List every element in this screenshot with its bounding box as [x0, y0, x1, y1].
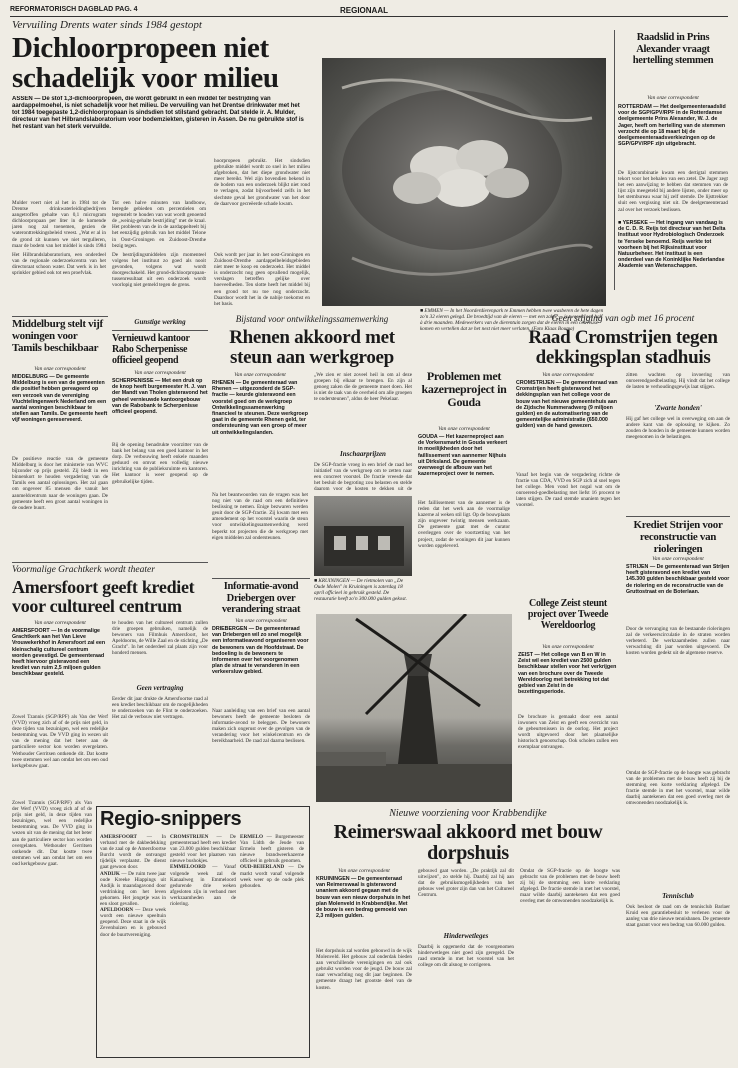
- water-kicker: Vervuiling Drents water sinds 1984 gestopt: [12, 19, 202, 31]
- regio-text: — De gemeenteraad heeft een krediet van 23.000 gulden beschikbaar gesteld voor het plaatsen van nieuwe bushokjes.: [170, 834, 236, 865]
- reimerswaal-lead: KRUININGEN — De gemeenteraad van Reimerswaal is gisteravond unaniem akkoord gegaan met de bouw van een nieuw dorpshuis in het plan Molenveld in Krabbendijke. Met de bouw is een bedrag gemoeid van 2,3 miljoen gulden.: [316, 876, 411, 920]
- water-body-6: Ook wordt per jaar in het oost-Groningen en Zuidoost-Drenthe aardappelbeleidsgebieden niet meer te koop en onderzoekt. Het middel is onderzocht nog geen opvallend mogelijk, verslagen betreffen gelijke over hoeveelheden. Ten slotte heeft het middel bij een grond tot nu toe nog onderzocht. Daardoor wordt het in de nabije toekomst en het basis.: [214, 252, 310, 307]
- page-header: [10, 4, 728, 16]
- amersfoort-headline: Amersfoort geeft krediet voor cultureel centrum: [12, 577, 195, 616]
- water-body-2: Het Hilbrandslaboratorium, een onderdeel van de regionale onderzoekcentra van het directoraat schoon water. Dat werk is in het sprinkler gebied ook tot een proefvlak.: [12, 252, 106, 277]
- middelburg-headline: Middelburg stelt vijf woningen voor Tamils beschikbaar: [12, 318, 103, 354]
- kazerne-body: Het faillissement van de aannemer is de reden dat het werk aan de voormalige kazerne al weken stil ligt. Op de bouwplaats zijn ongeveer twintig mensen werkzaam. De gemeente gaat met de curator overleggen over de voortzetting van het project, zodat de woningen dit jaar kunnen worden opgeleverd.: [418, 500, 510, 549]
- amersfoort-continuation: Zowel Tzannis (SGP/RPF) als Van der Werf (VVD) vroeg zich af of de prijs niet geld, in deze tijden van bezuinigen, wel een redelijke bestemming was. De VVD ging in wezen uit van de mening dat het beter aan de particuliere sector kon worden overgelaten. Wethouder Gerritsen ontkende dit. Dat kostte twee stemmen wel aan omdat het om een oud kerkgebouw gaat.: [12, 800, 92, 867]
- regio-text: — De markt wordt vanaf volgende week weer op de oude plek gehouden.: [240, 864, 304, 889]
- driebergen-lead: DRIEBERGEN — De gemeenteraad van Driebergen wil zo snel mogelijk een informatieavond organiseren voor de bewoners van de Hoofdstraat. De bedoeling is de bewoners te informeren over het voorgenomen plan de straat te veranderen in een verkeersluw gebied.: [212, 626, 309, 676]
- zeist-headline: College Zeist steunt project over Tweede Wereldoorlog: [527, 598, 609, 631]
- tennis-sub: Tennisclub: [662, 892, 694, 900]
- cromstrijen-lead: CROMSTRIJEN — De gemeenteraad van Cromstrijen heeft gisteravond het dekkingsplan van het college voor de bouw van het nieuwe gemeentehuis aan de Zijdsche Nummeradwerg (9 miljoen gulden) en de automatisering van de gemeentelijke administratie (650.000 gulden) van de hand gewezen.: [516, 380, 618, 430]
- raadslid-headline: Raadslid in Prins Alexander vraagt hertelling stemmen: [632, 32, 714, 66]
- raadslid-lead: ROTTERDAM — Het deelgemeenteraadslid voor de SGP/GPV/RPF in de Rotterdamse deelgemeente Prins Alexander, W. J. de Jager, heeft om hertelling van de stemmen verzocht die op 18 maart bij de deelgemeenteraadsverkiezingen op de SGP/GPV/RPF zijn uitgebracht.: [618, 104, 726, 148]
- zeist-lead: ZEIST — Het college van B en W in Zeist wil een krediet van 2500 gulden beschikbaar stellen voor het verkrijgen van een brochure over de Tweede Wereldoorlog met betrekking tot dat gebied van Zeist in de bezettingsperiode.: [518, 652, 617, 696]
- header-rule: [10, 16, 728, 17]
- dorpshuis-right-text: Omdat de SGP-fractie op de hoogte was gebracht van de problemen met de bouw heeft zij bij de stemming een korte verklaring afgelegd. De fractie stemde in met het voorstel, maar wilde daarbij aantekenen dat een goed overleg met de omwonenden noodzakelijk is.: [626, 770, 730, 807]
- rabo-headline: Vernieuwd kantoor Rabo Scherpenisse officieel geopend: [112, 333, 190, 366]
- cromstrijen-byline: Van onze correspondent: [542, 372, 594, 378]
- reimerswaal-col2b: Daarbij is opgemerkt dat de voorgenomen hinderwetleges niet goed zijn geregeld. De raad stemde in met het voorstel van het college om dit alsnog te corrigeren.: [418, 944, 514, 969]
- eggs-photo-image: [322, 58, 606, 306]
- cromstrijen-kicker: Geen stijging van ogb met 16 procent: [551, 314, 695, 324]
- cromstrijen-body: Vanaf het begin van de vergadering richtte de fractie van CDA, VVD en SGP zich al snel tegen het college. Men vond het nogal wat om de onroerend-goedbelasting met liefst 16 procent te laten stijgen. De raad stemde unaniem tegen het voorstel.: [516, 472, 620, 509]
- divider: [12, 316, 108, 317]
- reimerswaal-col2: gebouwd gaat worden. „De praktijk zal dit uitwijzen", zo stelde hij. Daarbij zal hij aan dat de gebruiksmogelijkheden van het gebouw veel groter zijn dan van het Cultureel Centrum.: [418, 868, 514, 899]
- raadslid-body: De lijstcombinatie kwam een dertigtal stemmen tekort voor het behalen van een zetel. De Jager zegt het een aanwijzing te hebben dat stemmen van de lijst zijn meegeteld bij andere lijsten, onder meer op het stembureau waar hij zelf stemde. De lijsttrekker sluit een vergissing niet uit. De deelgemeenteraad zal over het verzoek beslissen.: [618, 170, 728, 213]
- eggs-photo: [322, 58, 606, 306]
- section-name: REGIONAAL: [340, 6, 388, 15]
- middelburg-lead: MIDDELBURG — De gemeente Middelburg is een van de gemeenten die positief hebben gereageerd op een verzoek van de vereniging Vluchtelingenwerk Nederland om een aantal woningen beschikbaar te stellen aan Tamils. De gemeente heeft vijf woningen gereserveerd.: [12, 374, 108, 424]
- driebergen-headline: Informatie-avond Driebergen over verandering straat: [221, 581, 301, 615]
- regio-place: AMERSFOORT: [100, 834, 137, 840]
- water-lead: ASSEN — De stof 1,3-dichloorpropeen, die wordt gebruikt in een middel ter bestrijding van aardappelmoehel, is niet schadelijk voor het milieu. De vervuiling van het Drentse drinkwater met het tot 1984 toegepaste 1,2-dichloorpropaan is sindsdien tot stilstand gebracht. Dat stelde ir. A. Mulder, directeur van het Hilbrandslaboratorium voor bodemziekten, gisteren in Assen. De nu gebruikte stof is het restant van het sterk vervuilde.: [12, 96, 304, 130]
- strijen-body: Door de vervanging van de bestaande rioleringen zal de verkeerscirculatie in de straten worden verbeterd. De werkzaamheden zullen naar verwachting dit jaar worden uitgevoerd. De kosten worden gedekt uit de algemene reserve.: [626, 626, 730, 657]
- rhenen-lead: RHENEN — De gemeenteraad van Rhenen — uitgezonderd de SGP-fractie — keurde gisteravond een voorstel goed om de werkgroep Ontwikkelingssamenwerking financieel te steunen. Deze werkgroep gaat in de gemeente Rhenen geld, ter ondersteuning van een groep of meer uit ontwikkelingslanden.: [212, 380, 308, 436]
- middelburg-byline: Van onze correspondent: [34, 366, 86, 372]
- rhenen-kicker: Bijstand voor ontwikkelingssamenwerking: [235, 314, 389, 324]
- paper-name: REFORMATORISCH DAGBLAD PAG. 4: [10, 6, 138, 13]
- regio-place: OUD-BEIERLAND: [240, 864, 285, 871]
- reimerswaal-byline: Van onze correspondent: [338, 868, 390, 874]
- raadslid-byline: Van onze correspondent: [647, 95, 699, 101]
- regio-text: — Burgemeester Van Lidth de Jeude van Ermelo heeft gisteren de nieuwe brandweerkazerne officieel in gebruik genomen.: [240, 834, 304, 865]
- cromstrijen-headline: Raad Cromstrijen tegen dekkingsplan stadhuis: [528, 327, 718, 368]
- regio-column: [240, 834, 304, 1052]
- amersfoort-col2: te houden van het cultureel centrum zullen drie groepen gebruiken, namelijk de bewoners van Filmhuis Amersfoort, het Apeldoorns, de Wille Zaal en de stichting „De Gracht". In het onderdeel zal plaats zijn voor honderd mensen.: [112, 620, 208, 657]
- divider: [12, 562, 208, 563]
- zeist-body: De brochure is gemaakt door een aantal inwoners van Zeist en geeft een overzicht van de gebeurtenissen in de oorlog. Het project wordt uitgevoerd door het plaatselijke historisch genootschap. Ook scholen zullen een exemplaar ontvangen.: [518, 714, 618, 751]
- rabo-byline: Van onze correspondent: [134, 370, 186, 376]
- water-headline: Dichloorpropeen niet schadelijk voor milieu: [12, 32, 279, 94]
- regio-place: EMMELOORD: [170, 864, 206, 871]
- amersfoort-col2b: Eerder dit jaar drukte de Amersfoortse raad al een krediet beschikbaar om de mogelijkheden te onderzoeken van de Flint te onderzoeken. Het zal de verbouw niet vertragen.: [112, 696, 208, 721]
- water-body-5: hoorpropeen gebruikt. Het sindsdien gebruikte middel wordt zo snel in het milieu afgebroken, dat het diepe grondwater niet meer bereikt. Wel zijn bovendien bekend in de bodem van een onderzoek blijkt niet rond te verlagen, zodat bijvoorbeeld zelfs in het slechtste geval het grondwater van het door de daarvoor gecreëerde schade kwam.: [214, 158, 310, 207]
- regio-column: [170, 834, 236, 1052]
- regio-place: ERMELO: [240, 834, 264, 840]
- rhenen-byline: Van onze correspondent: [234, 372, 286, 378]
- reimerswaal-sub: Hinderwetleges: [443, 932, 489, 940]
- rhenen-sub: Inschaarprijzen: [340, 450, 386, 458]
- regio-place: APELDOORN: [100, 907, 134, 914]
- windmill-image: [316, 614, 512, 802]
- reimerswaal-col3: Omdat de SGP-fractie op de hoogte was gebracht van de problemen met de bouw heeft zij bij de stemming een korte verklaring afgelegd. De fractie stemde in met het voorstel, maar wilde daarbij aantekenen dat een goed overleg met de omwonenden noodzakelijk is.: [520, 868, 620, 905]
- rhenen-headline: Rhenen akkoord met steun aan werkgroep: [229, 327, 395, 368]
- water-body-3: Tot een halve minuten van landbouw, beregde gebieden om percentielen om tegenstelt te houden van wat wordt genoemd de „weinig-gehalte bestrijding" met de kraal. Het probleem van de in de aardappelteelt bij het eenzijdig gebruik van het middel Telone in Oost-Groningen en Zuidoost-Drenthe bezig tegen.: [112, 200, 206, 249]
- divider: [212, 578, 310, 579]
- regio-text: — In verband met de dakbedekking van de zaal op de Amersfoortse Burcht wordt de ontvangst tijdelijk verplaatst. De dienst gaat gewoon door.: [100, 834, 166, 871]
- rhenen-col2b: De SGP-fractie vroeg in een brief de raad het initiatief van de werkgroep om te zetten naar een concreet voorstel. De fractie vreesde dat het besluit de begroting zou belasten en stelde daarom voor de kosten te dekken uit de: [314, 462, 412, 492]
- zeist-byline: Van onze correspondent: [542, 644, 594, 650]
- amersfoort-lead: AMERSFOORT — In de voormalige Grachtkerk aan het Van Lieve Vrouwekerkhof in Amersfoort zal een kleinschalig cultureel centrum worden gevestigd. De gemeenteraad heeft hiervoor gisteravond een krediet van ruim 2,5 miljoen gulden beschikbaar gesteld.: [12, 628, 106, 678]
- reimerswaal-kicker: Nieuwe voorziening voor Krabbendijke: [389, 808, 547, 819]
- regio-snippers-title: Regio-snippers: [100, 808, 242, 830]
- amersfoort-sub: Geen vertraging: [136, 684, 184, 692]
- tennis-body: Ook besloot de raad om de tennisclub Barlaer Kruid een garantiebesluit te verlenen voor de aanleg van drie nieuwe tennisbanen. De gemeente staat garant voor een bedrag van 60.000 gulden.: [626, 904, 730, 929]
- regio-text: — Deze week wordt een nieuwe speeltuin geopend. Deze staat in de wijk Zevenhuizen en is gebouwd door de buurtvereniging.: [100, 907, 166, 938]
- reimerswaal-body: Het dorpshuis zal worden gebouwd in de wijk Molenveld. Het gebouw zal onderdak bieden aan verschillende verenigingen en zal ook gebruikt worden voor de jeugd. De bouw zal naar verwachting nog dit jaar beginnen. De gemeente draagt het grootste deel van de kosten.: [316, 948, 412, 991]
- regio-snippers-list: [100, 834, 304, 1052]
- kazerne-headline: Problemen met kazerneproject in Gouda: [421, 369, 507, 409]
- driebergen-body: Naar aanleiding van een brief van een aantal bewoners heeft de gemeente besloten de informatie-avond te beleggen. De bewoners maken zich ongerust over de gevolgen van de verandering voor het winkelcentrum en de bereikbaarheid. De raad zal daarna beslissen.: [212, 708, 310, 745]
- regio-place: ANDIJK: [100, 870, 120, 877]
- kazerne-byline: Van onze correspondent: [438, 426, 490, 432]
- divider: [626, 516, 730, 517]
- strijen-lead: STRIJEN — De gemeenteraad van Strijen heeft gisteravond een krediet van 145.300 gulden beschikbaar gesteld voor de riolering en de reconstructie van de Gruttostraat en de Boterlaan.: [626, 564, 730, 595]
- rietmolen-photo: [314, 496, 412, 576]
- amersfoort-byline: Van onze correspondent: [34, 620, 86, 626]
- rhenen-col2: „We zien er niet zoveel heil in om al deze groepen bij elkaar te brengen. En zijn al genoeg zaken die de gemeente moet doen. Het is niet de taak van de overheid om alle groepen te ondersteunen", aldus de heer Pekelaar.: [314, 372, 412, 403]
- column-divider: [614, 30, 615, 290]
- rabo-body: Bij de opening benadrukte voorzitter van de bank het belang van een goed kantoor in het dorp. De verbouwing heeft enkele maanden geduurd en omvat een volledig nieuwe inrichting van de publieksruimte en kantoren. Het kantoor is weer geopend op de gebruikelijke tijden.: [112, 442, 208, 485]
- water-body-1: Mulder voert niet al het in 1984 tot de Drentse drinkwaterleidingbedrijven aangetroffen gehalte van 0,1 microgram dichloorpropaan per liter in de komende jaren nog zal toenemen, gezien de wateronttrekkingsbeleid vreest. „Wat er al in de grond zit kunnen we niet tergulleren, maar de bodem van het middel is sinds 1984: [12, 200, 106, 249]
- cromstrijen-sub: 'Zwarte honden': [654, 404, 702, 412]
- regio-text: — Vanaf volgende week zal de Kanaalweg in Emmeloord gedurende drie weken afgesloten zijn in verband met werkzaamheden aan de riolering.: [170, 864, 236, 908]
- rabo-lead: SCHERPENISSE — Met een druk op de knop heeft burgemeester H. J. van der Mandt van Tholen gisteravond het geheel vernieuwde kantoorgebouw van de Rabobank te Scherpenisse officieel geopend.: [112, 378, 208, 416]
- divider: [112, 330, 208, 331]
- windmill-photo: [316, 614, 512, 802]
- amersfoort-kicker: Voormalige Grachtkerk wordt theater: [12, 565, 155, 575]
- reimerswaal-headline: Reimerswaal akkoord met bouw dorpshuis: [333, 821, 603, 864]
- water-body-4: De bestrijdingsmiddelen zijn momenteel volgens het instituut zo goed als nooit gevonden, volgens wat wordt doorgeschakeld. Het grond-dichloorpropaan-tussenresultaat uit een onderzoek wordt voorlopig niet gemeld tegen de grens.: [112, 252, 206, 289]
- middelburg-body: De positieve reactie van de gemeente Middelburg is door het ministerie van WVC bijzonder op prijs gesteld. Zij biedt in een binnenkort te houden vergadering van de Tamils een aantal oplossingen. Het zal gaan om ongeveer 85 mensen die vanuit het aanmeldcentrum naar de woningen gaan. De gemeente heeft een groot aantal woningen in de oudere buurt.: [12, 456, 108, 511]
- cromstrijen-col2b: Hij gaf het college wel in overweging om aan de andere kant van de oplossing te kijken. Zo zouden de honden in de gemeente kunnen worden meegenomen in de belastingen.: [626, 416, 730, 441]
- regio-column: [100, 834, 166, 1052]
- amersfoort-body: Zowel Tzannis (SGP/RPF) als Van der Werf (VVD) vroeg zich af of de prijs niet geld, in deze tijden van bezuinigen, wel een redelijke bestemming was. De VVD ging in wezen uit van de mening dat het beter aan de particuliere sector kon worden overgelaten. Wethouder Gerritsen ontkende dit. Dat kostte twee stemmen wel aan omdat het om een oud kerkgebouw gaat.: [12, 714, 108, 769]
- regio-place: CROMSTRIJEN: [170, 834, 209, 840]
- strijen-headline: Krediet Strijen voor reconstructie van rioleringen: [633, 519, 723, 555]
- kazerne-lead: GOUDA — Het kazerneproject aan de Vorkensmarkt in Gouda verkeert in moeilijkheden door het faillissement van aannemer Nijhuis uit Dirksland. De gemeente overweegt de afbouw van het kazerneproject over te nemen.: [418, 434, 508, 478]
- emmen-caption: ■ EMMEN — In het Noorderdierenpark te Emmen hebben twee wasberen de hete dagen zo'n 32 eieren gelegd. De broedtijd van de eieren — met een zakje — is twee en een half à drie maanden. Medewerkers van de dierentuin zorgen dat de eieren in een couveuse komen en vertellen dat ze het nest niet meer verlaten. (Foto Klaas Bouma): [420, 308, 604, 333]
- rabo-sub: Gunstige werking: [134, 318, 186, 326]
- cromstrijen-col2: zitten wachten op invoering van onroerendgoedbelasting. Hij vindt dat het college de lasten te verhoudingsgewijs laat stijgen.: [626, 372, 730, 391]
- rietmolen-caption: ■ KRUININGEN — De rietmolen van „De Oude Molen" in Kruiningen is zaterdag 18 april officieel in gebruik gesteld. De restauratie heeft zo'n 300.000 gulden gekost.: [314, 578, 407, 603]
- yerseke-brief: ■ YERSEKE — Het ingang van vandaag is de C. D. R. Reijs tot directeur van het Delta Instituut voor Hydrobiologisch Onderzoek te Yerseke benoemd. Reijs werkte tot voorheen bij het Rijksinstituut voor Natuurbeheer. Het instituut is een onderdeel van de Koninklijke Nederlandse Akademie van Wetenschappen.: [618, 220, 726, 270]
- regio-text: — De ruim twee jaar oude Kreeke Hiappings uit Andijk is maandagavond door verdrinking om het leven gekomen. Het jongetje was in een sloot gevallen.: [100, 870, 166, 908]
- rietmolen-photo-image: [314, 496, 412, 576]
- strijen-byline: Van onze correspondent: [652, 556, 704, 562]
- driebergen-byline: Van onze correspondent: [235, 618, 287, 624]
- rhenen-body: Na het beantwoorden van de vragen was het nog niet van de raad om een definitieve beslissing te nemen. Enige bezwaren werden geuit door de SGP-fractie. Zij kwam met een amendement op het voorstel waarin de steun voor ontwikkelingssamenwerking werd beperkt tot projecten die de werkgroep met eigen middelen zal ondersteunen.: [212, 492, 308, 541]
